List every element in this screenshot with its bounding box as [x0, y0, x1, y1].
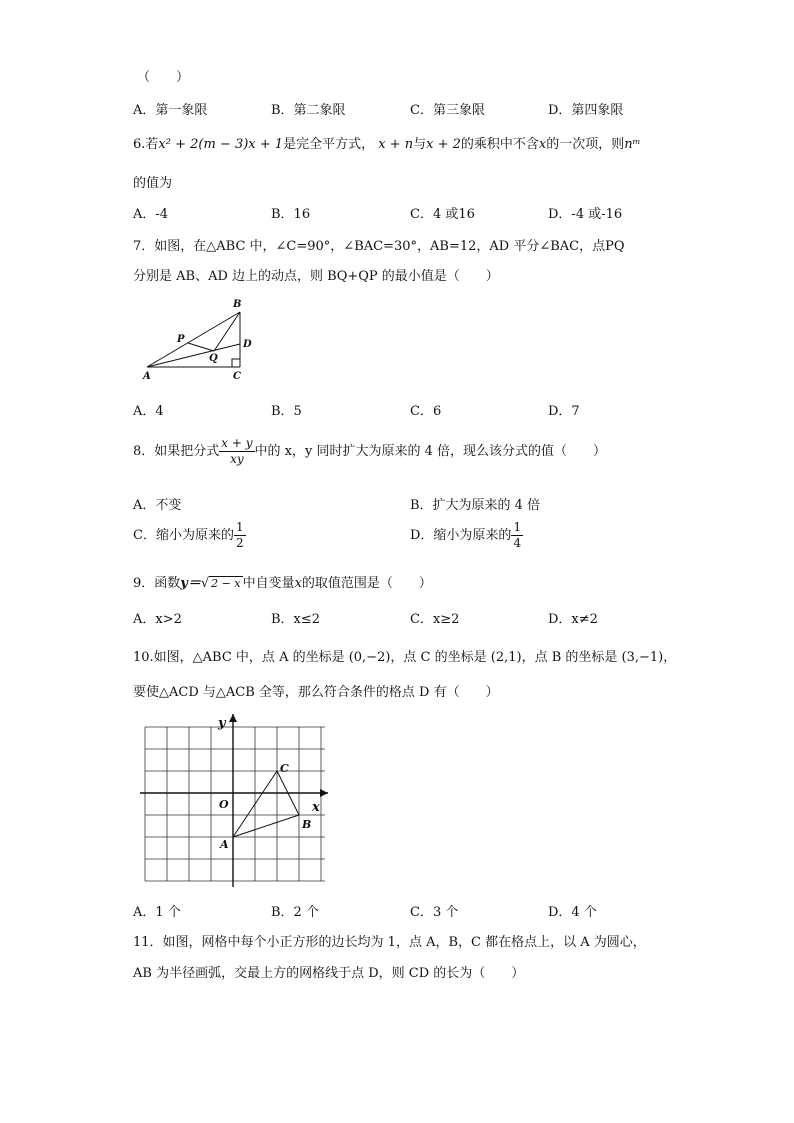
q6-expr3: x + 2 [426, 137, 461, 152]
q6-text4: 的乘积中不含 [460, 137, 539, 152]
q9-var-x: x [294, 576, 302, 591]
q6-option-c: C．4 或16 [410, 207, 475, 222]
q10-x-arrow-icon [320, 789, 328, 797]
q7-triangle-figure [140, 295, 260, 385]
q9-y-eq: y＝ [180, 576, 201, 591]
q10-grid-lines [145, 727, 325, 881]
q8-option-a: A．不变 [133, 498, 182, 513]
q10-y-arrow-icon [229, 714, 237, 722]
q6-option-d: D．-4 或-16 [548, 207, 623, 222]
q10-line1: 10.如图，△ABC 中，点 A 的坐标是 (0,−2)，点 C 的坐标是 (2,1)，点 B 的坐标是 (3,−1)， [133, 650, 677, 665]
q6-text3: 与 [413, 137, 427, 152]
q9-line [133, 572, 432, 591]
q10-option-c: C．3 个 [410, 905, 459, 920]
q8-optd-denominator: 4 [513, 536, 522, 550]
q6-option-a: A．-4 [133, 207, 169, 222]
q9-option-c: C．x≥2 [410, 612, 460, 627]
q7-segment-pq [188, 343, 214, 351]
q9-text3: 的取值范围是（ ） [301, 576, 432, 591]
q6-option-b: B．16 [271, 207, 311, 222]
q6-line2: 的值为 [133, 176, 173, 191]
q5-option-b: B．第二象限 [271, 103, 346, 118]
q10-option-b: B．2 个 [271, 905, 319, 920]
q9-sqrt-sign: √ [200, 576, 210, 591]
q6-text2: 是完全平方式， [283, 137, 375, 152]
q10-option-d: D．4 个 [548, 905, 597, 920]
q8-option-d-fraction [511, 520, 523, 551]
q9-text2: 中自变量 [242, 576, 295, 591]
q8-fraction [219, 436, 254, 467]
q10-label-c: C [280, 762, 289, 775]
q8-optd-numerator: 1 [513, 520, 522, 534]
q7-line2: 分别是 AB、AD 边上的动点，则 BQ+QP 的最小值是（ ） [133, 269, 499, 284]
q8-text1: 8．如果把分式 [133, 444, 220, 459]
q5-option-c: C．第三象限 [410, 103, 485, 118]
q6-expr2: x + n [378, 137, 414, 152]
q7-option-a: A．4 [133, 404, 164, 419]
q7-segment-ab [147, 312, 240, 367]
q8-option-b: B．扩大为原来的 4 倍 [410, 498, 541, 513]
q6-line1 [133, 133, 641, 152]
q5-option-d: D．第四象限 [548, 103, 624, 118]
q6-expr4: nᵐ [624, 137, 641, 152]
q7-label-q: Q [209, 353, 218, 364]
q7-label-c: C [233, 371, 241, 382]
q11-line2: AB 为半径画弧，交最上方的网格线于点 D，则 CD 的长为（ ） [133, 966, 525, 981]
q8-frac-denominator: xy [230, 452, 244, 466]
q7-line1: 7．如图，在△ABC 中，∠C=90°，∠BAC=30°，AB=12，AD 平分∠BAC，点PQ [133, 239, 625, 254]
q9-text1: 9．函数 [133, 576, 181, 591]
q11-line1: 11．如图，网格中每个小正方形的边长均为 1，点 A，B，C 都在格点上，以 A 为圆心， [133, 935, 646, 950]
q7-segment-ad [147, 344, 240, 367]
q9-option-d: D．x≠2 [548, 612, 598, 627]
q10-label-y: y [218, 716, 226, 731]
q7-label-d: D [243, 339, 252, 350]
q8-option-d [410, 520, 523, 551]
q8-optc-numerator: 1 [235, 520, 244, 534]
q10-grid-figure [140, 712, 330, 892]
q8-line [133, 436, 606, 467]
q7-option-d: D．7 [548, 404, 580, 419]
q6-var-x: x [538, 137, 547, 152]
q10-option-a: A．1 个 [133, 905, 181, 920]
q8-text2: 中的 x，y 同时扩大为原来的 4 倍，现么该分式的值（ ） [254, 444, 606, 459]
q8-option-c-text: C．缩小为原来的 [133, 528, 234, 543]
q9-option-b: B．x≤2 [271, 612, 321, 627]
q8-option-c-fraction [234, 520, 246, 551]
q9-option-a: A．x>2 [133, 612, 182, 627]
q7-right-angle-mark [232, 359, 240, 367]
q7-label-b: B [233, 299, 242, 310]
q6-text1: 若 [145, 137, 159, 152]
q7-option-c: C．6 [410, 404, 442, 419]
q10-triangle [233, 771, 299, 837]
q6-text5: 的一次项，则 [546, 137, 625, 152]
q8-optc-denominator: 2 [235, 536, 244, 550]
q7-label-p: P [177, 334, 185, 345]
q9-sqrt-content: 2 − x [211, 577, 241, 590]
q8-option-d-text: D．缩小为原来的 [410, 528, 512, 543]
q7-label-a: A [143, 371, 151, 382]
q10-line2: 要使△ACD 与△ACB 全等，那么符合条件的格点 D 有（ ） [133, 685, 499, 700]
q8-option-c [133, 520, 246, 551]
q10-label-b: B [302, 818, 312, 831]
q5-paren: （ ） [137, 70, 190, 85]
q10-label-o: O [219, 798, 229, 811]
q8-frac-numerator: x + y [221, 436, 253, 450]
q6-expr1: x² + 2(m − 3)x + 1 [158, 137, 284, 152]
q10-label-x: x [312, 800, 320, 815]
q10-label-a: A [220, 838, 229, 851]
q7-option-b: B．5 [271, 404, 302, 419]
q6-number: 6. [133, 137, 146, 152]
q5-option-a: A．第一象限 [133, 103, 208, 118]
